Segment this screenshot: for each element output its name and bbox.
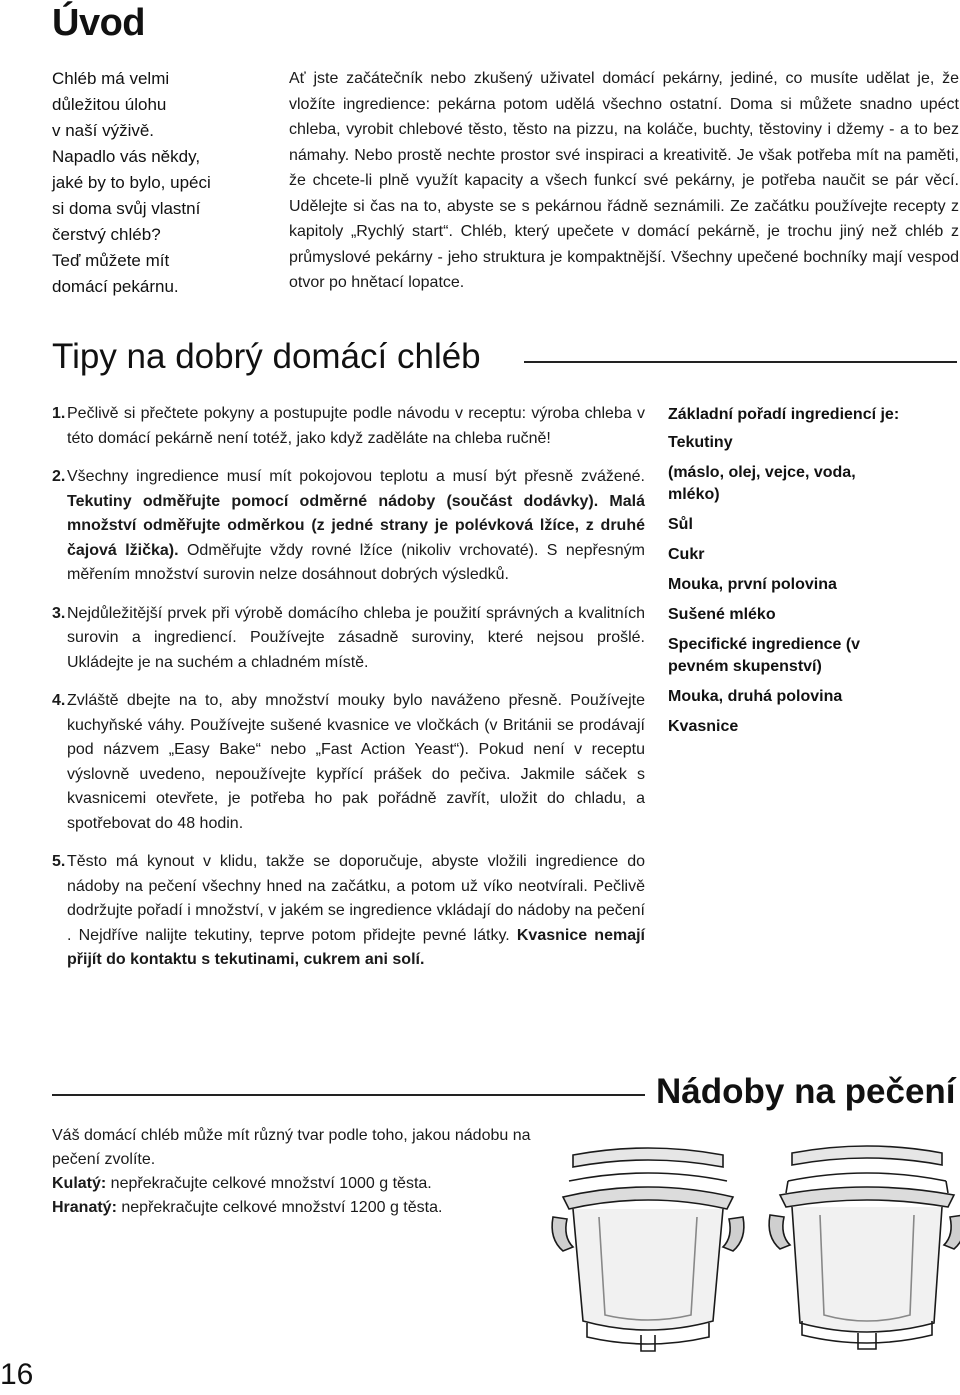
ingredient-order-item: Kvasnice (668, 718, 739, 735)
pans-description (52, 1124, 532, 1220)
ingredient-order-list (668, 404, 908, 746)
intro-side-line: si doma svůj vlastní (52, 199, 201, 218)
tip-text-segment: Odměřujte vždy rovné lžíce (nikoliv vrchovaté). S nepřesným měřením množství surovin nelze dosáhnout dobrých výsledků. (67, 541, 646, 583)
tip-text (67, 850, 645, 973)
intro-paragraph: Ať jste začátečník nebo zkušený uživatel domácí pekárny, jediné, co musíte udělat je, že vložíte ingredience: pekárna potom udělá všechno ostatní. Doma si můžete snadno upéct chleba, vyrobit chlebové těsto, těsto na pizzu, na koláče, buchty, těstoviny i džemy - a to bez námahy. Nebo prostě nechte prostor své inspiraci a kreativitě. Je však potřeba mít na paměti, že chcete-li plně využít kapacity a všech funkcí své pekárny, je potřeba naučit se pár věcí. Udělejte si čas na to, abyste se s pekárnou řádně seznámili. Ze začátku používejte recepty z kapitoly „Rychlý start“. Chléb, který upečete v domácí pekárně, je trochu jiný než chléb z průmyslové pekárny - jeho struktura je kompaktnější. Všechny upečené bochníky mají vespod otvor po hnětací lopatce. (289, 70, 959, 291)
tips-heading-rule (524, 361, 957, 363)
pans-square-text: nepřekračujte celkové množství 1200 g těsta. (116, 1199, 443, 1216)
ingredient-order-heading: Základní pořadí ingrediencí je: (668, 406, 900, 423)
page-number: 16 (0, 1358, 34, 1391)
tip-text (67, 402, 645, 451)
pans-heading: Nádoby na pečení (656, 1072, 956, 1111)
tip-text (67, 689, 645, 836)
tip-number: 1. (52, 405, 66, 422)
pans-round-note (52, 1172, 532, 1196)
tip-text-segment: Těsto má kynout v klidu, takže se doporučuje, abyste vložili ingredience do nádoby na pečení všechny hned na začátku, a potom už víko neotvírali. Pečlivě dodržujte pořadí i množství, v jakém se ingredience vkládají do nádoby na pečení . Nejdříve nalijte tekutiny, teprve potom přidejte pevné látky. (67, 853, 645, 944)
intro-side-line: Napadlo vás někdy, (52, 147, 201, 166)
ingredient-order-item: Cukr (668, 546, 705, 563)
ingredient-order-item: Sůl (668, 516, 693, 533)
tip-text (67, 602, 645, 676)
round-pan-illustration (543, 1145, 753, 1360)
tips-list (52, 402, 645, 987)
tip-number: 4. (52, 692, 66, 709)
tip-text (67, 465, 645, 588)
ingredient-order-item: Sušené mléko (668, 606, 776, 623)
tips-heading: Tipy na dobrý domácí chléb (52, 337, 481, 376)
pans-round-label: Kulatý: (52, 1175, 107, 1192)
square-pan-illustration (762, 1145, 960, 1360)
tip-text-segment: Pečlivě si přečtete pokyny a postupujte podle návodu v receptu: výroba chleba v této domácí pekárně není totéž, jako když zaděláte na chleba ručně! (67, 405, 645, 447)
intro-side-line: domácí pekárnu. (52, 277, 179, 296)
ingredient-order-item: Tekutiny (668, 434, 733, 451)
pans-heading-rule (52, 1094, 645, 1096)
pans-square-note (52, 1196, 532, 1220)
intro-side-line: Chléb má velmi (52, 69, 170, 88)
tip-text-bold-segment: Kvasnice nemají přijít do kontaktu s tekutinami, cukrem ani solí. (67, 926, 645, 968)
tip-item (52, 465, 645, 588)
ingredient-order-item: (máslo, olej, vejce, voda, mléko) (668, 464, 856, 503)
tip-number: 2. (52, 468, 66, 485)
intro-side-line: Teď můžete mít (52, 251, 170, 270)
tip-text-segment: Všechny ingredience musí mít pokojovou teplotu a musí být přesně zvážené. (67, 468, 645, 485)
page-title: Úvod (52, 2, 145, 44)
intro-side-line: čerstvý chléb? (52, 225, 161, 244)
pans-round-text: nepřekračujte celkové množství 1000 g těsta. (106, 1175, 432, 1192)
intro-sidebar-text (52, 66, 267, 300)
ingredient-order-item: Mouka, první polovina (668, 576, 837, 593)
tip-number: 5. (52, 853, 66, 870)
tip-item (52, 402, 645, 451)
pans-intro: Váš domácí chléb může mít různý tvar podle toho, jakou nádobu na pečení zvolíte. (52, 1127, 531, 1168)
tip-number: 3. (52, 604, 66, 622)
pans-square-label: Hranatý: (52, 1199, 117, 1216)
tip-item (52, 689, 645, 836)
ingredient-order-item: Specifické ingredience (v pevném skupenství) (668, 636, 861, 675)
tip-item (52, 850, 645, 973)
tip-text-segment: Nejdůležitější prvek při výrobě domácího chleba je použití správných a kvalitních surovin a ingrediencí. Používejte zásadně suroviny, které nejsou prošlé. Ukládejte je na suchém a chladném místě. (67, 604, 645, 671)
tip-item (52, 602, 645, 676)
intro-side-line: v naší výživě. (52, 121, 155, 140)
ingredient-order-item: Mouka, druhá polovina (668, 688, 843, 705)
intro-side-line: jaké by to bylo, upéci (52, 173, 211, 192)
intro-side-line: důležitou úlohu (52, 95, 167, 114)
tip-text-bold-segment: Tekutiny odměřujte pomocí odměrné nádoby (součást dodávky). Malá množství odměřujte odměrkou (z jedné strany je polévková lžíce, z druhé čajová lžička). (67, 492, 645, 559)
tip-text-segment: Zvláště dbejte na to, aby množství mouky bylo naváženo přesně. Používejte kuchyňské váhy. Používejte sušené kvasnice ve vločkách (v Británii se prodávají pod názvem „Easy Bake“ nebo „Fast Action Yeast“). Pokud není v receptu výslovně uvedeno, nepoužívejte kypřící prášek do pečiva. Jakmile sáček s kvasnicemi otevřete, je potřeba ho pak pořádně zavřít, uložit do chladu, a spotřebovat do 48 hodin. (67, 692, 645, 832)
